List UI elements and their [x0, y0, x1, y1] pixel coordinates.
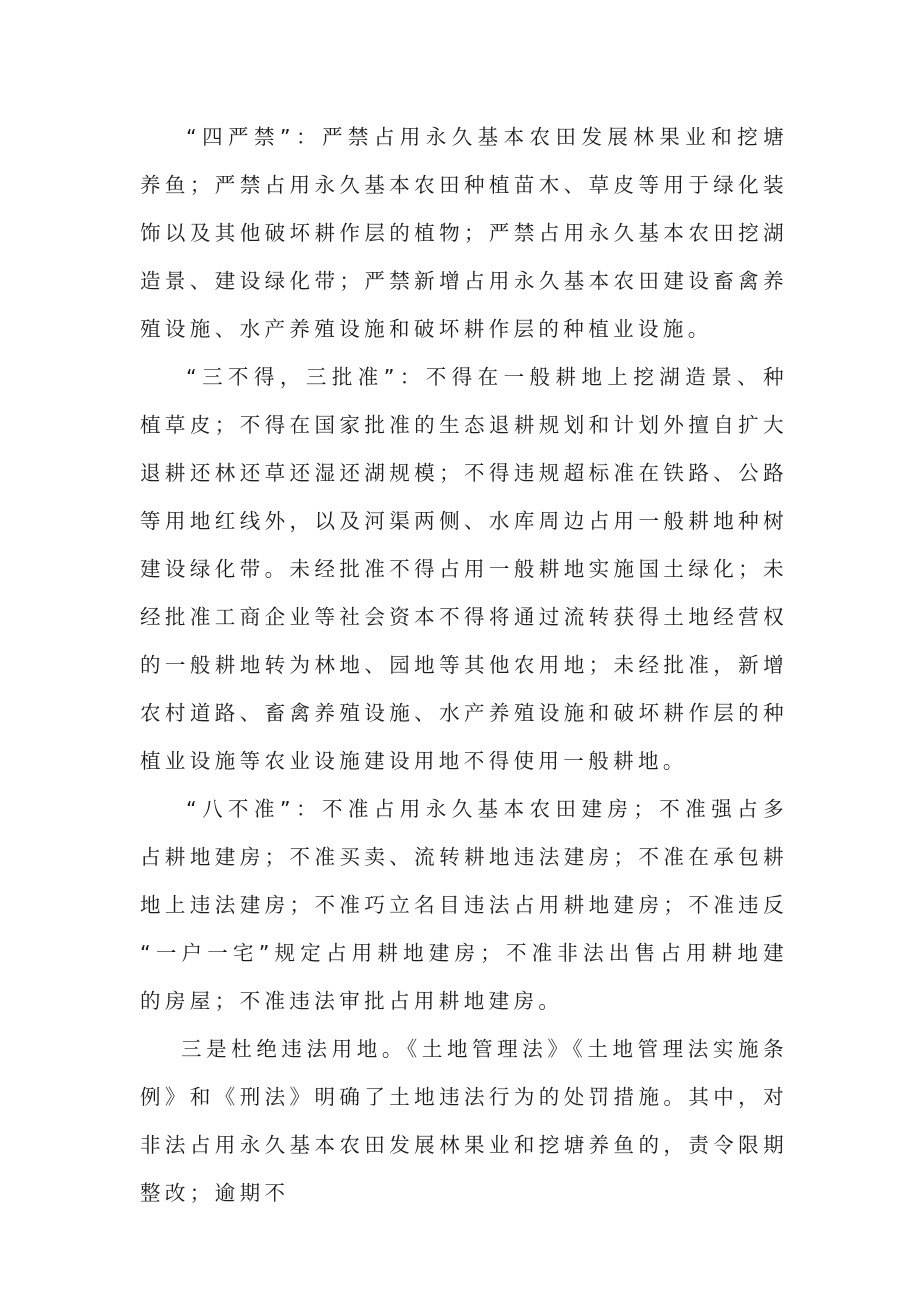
document-body — [140, 113, 788, 1217]
paragraph-third-eliminate-illegal: 三是杜绝违法用地。《土地管理法》《土地管理法实施条例》和《刑法》明确了土地违法行为的处罚措施。其中，对非法占用永久基本农田发展林果业和挖塘养鱼的，责令限期整改；逾期不 — [140, 1037, 788, 1205]
paragraph-three-not-three-approve: “三不得，三批准”：不得在一般耕地上挖湖造景、种植草皮；不得在国家批准的生态退耕规划和计划外擅自扩大退耕还林还草还湿还湖规模；不得违规超标准在铁路、公路等用地红线外，以及河渠两侧、水库周边占用一般耕地种树建设绿化带。未经批准不得占用一般耕地实施国土绿化；未经批准工商企业等社会资本不得将通过流转获得土地经营权的一般耕地转为林地、园地等其他农用地；未经批准，新增农村道路、畜禽养殖设施、水产养殖设施和破坏耕作层的种植业设施等农业设施建设用地不得使用一般耕地。 — [140, 365, 788, 773]
paragraph-four-prohibitions: “四严禁”：严禁占用永久基本农田发展林果业和挖塘养鱼；严禁占用永久基本农田种植苗木、草皮等用于绿化装饰以及其他破坏耕作层的植物；严禁占用永久基本农田挖湖造景、建设绿化带；严禁新增占用永久基本农田建设畜禽养殖设施、水产养殖设施和破坏耕作层的种植业设施。 — [140, 125, 788, 341]
paragraph-eight-not-allowed: “八不准”：不准占用永久基本农田建房；不准强占多占耕地建房；不准买卖、流转耕地违法建房；不准在承包耕地上违法建房；不准巧立名目违法占用耕地建房；不准违反“一户一宅”规定占用耕地建房；不准非法出售占用耕地建的房屋；不准违法审批占用耕地建房。 — [140, 797, 788, 1013]
